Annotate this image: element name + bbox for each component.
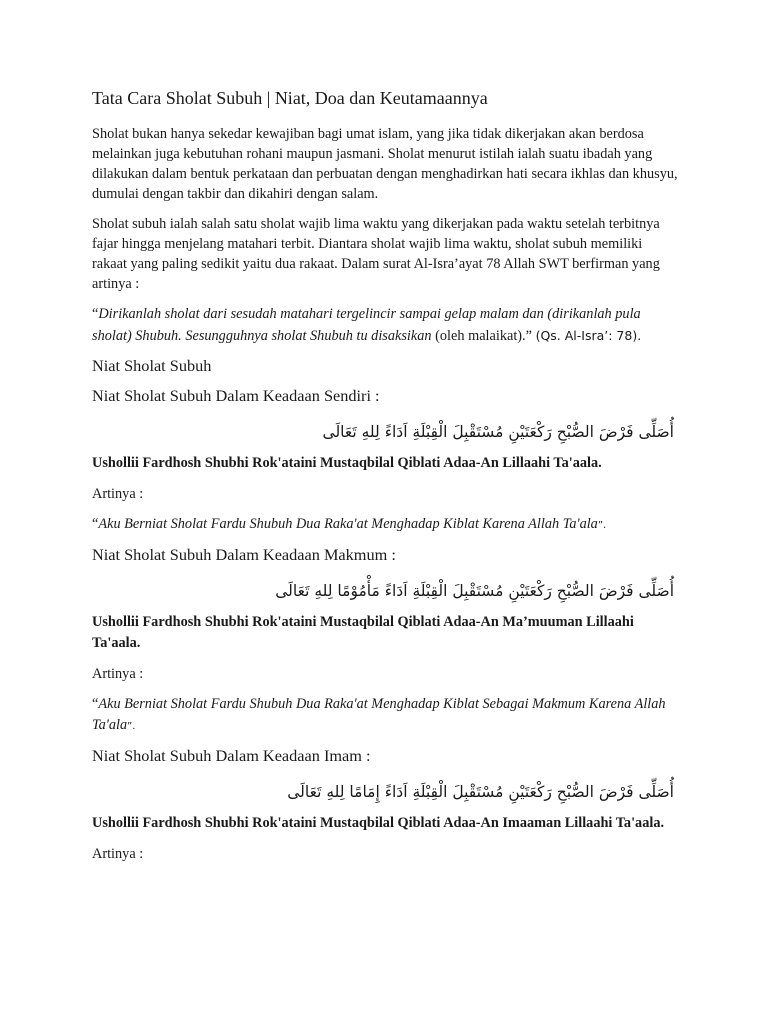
latin-niat-imam: Ushollii Fardhosh Shubhi Rok'ataini Mustaqbilal Qiblati Adaa-An Imaaman Lillaahi Ta'aala. [92, 815, 665, 831]
latin-niat-sendiri: Ushollii Fardhosh Shubhi Rok'ataini Mustaqbilal Qiblati Adaa-An Lillaahi Ta'aala. [92, 455, 602, 471]
heading-imam: Niat Sholat Subuh Dalam Keadaan Imam : [92, 746, 371, 765]
arabic-niat-sendiri: أُصَلِّى فَرْضَ الصُّبْحِ رَكْعَتَيْنِ مُسْتَقْبِلَ الْقِبْلَةِ اَدَاءً لِلهِ تَعَالَى [322, 423, 674, 441]
meaning-open-mark: “ [92, 696, 99, 712]
meaning-makmum [92, 694, 678, 737]
arabic-niat-imam: أُصَلِّى فَرْضَ الصُّبْحِ رَكْعَتَيْنِ مُسْتَقْبِلَ الْقِبْلَةِ اَدَاءً إِمَامًا لِلهِ تَعَالَى [287, 783, 674, 801]
quote-text: Dirikanlah sholat dari sesudah matahari tergelincir sampai gelap malam dan (dirikanlah pula sholat) Shubuh. Sesungguhnya sholat Shubuh tu disaksikan [92, 306, 641, 344]
meaning-close-mark: ”. [127, 721, 136, 732]
quran-quote [92, 304, 678, 347]
document-page [92, 86, 678, 874]
meaning-open-mark: “ [92, 516, 99, 532]
heading-makmum: Niat Sholat Subuh Dalam Keadaan Makmum : [92, 545, 396, 564]
meaning-text: Aku Berniat Sholat Fardu Shubuh Dua Raka'at Menghadap Kiblat Karena Allah Ta'ala [98, 516, 598, 532]
artinya-label-imam: Artinya : [92, 846, 144, 862]
artinya-label-makmum: Artinya : [92, 666, 144, 682]
quote-close-mark: ).” [517, 328, 536, 344]
meaning-text: Aku Berniat Sholat Fardu Shubuh Dua Raka'at Menghadap Kiblat Sebagai Makmum Karena Allah Ta'ala [92, 696, 666, 733]
heading-sendiri: Niat Sholat Subuh Dalam Keadaan Sendiri : [92, 386, 380, 405]
quote-reference: (Qs. Al-Isra’: 78). [535, 328, 642, 343]
latin-niat-makmum: Ushollii Fardhosh Shubhi Rok'ataini Mustaqbilal Qiblati Adaa-An Ma’muuman Lillaahi Ta'aala. [92, 614, 634, 651]
heading-niat: Niat Sholat Subuh [92, 356, 212, 375]
arabic-niat-makmum: أُصَلِّى فَرْضَ الصُّبْحِ رَكْعَتَيْنِ مُسْتَقْبِلَ الْقِبْلَةِ اَدَاءً مَأْمُوْمًا لِلهِ تَعَالَى [275, 582, 674, 600]
quote-text-upright: (oleh malaikat [431, 328, 518, 344]
meaning-sendiri [92, 514, 678, 536]
quote-open-mark: “ [92, 306, 99, 322]
paragraph-intro: Sholat bukan hanya sekedar kewajiban bagi umat islam, yang jika tidak dikerjakan akan berdosa melainkan juga kebutuhan rohani maupun jasmani. Sholat menurut istilah ialah suatu ibadah yang dilakukan dalam bentuk perkataan dan perbuatan dengan menghadirkan hati secara ikhlas dan khusyu, dumulai dengan takbir dan dikahiri dengan salam. [92, 126, 678, 202]
meaning-close-mark: ”. [597, 520, 607, 531]
page-title: Tata Cara Sholat Subuh | Niat, Doa dan Keutamaannya [92, 88, 488, 108]
paragraph-subuh: Sholat subuh ialah salah satu sholat wajib lima waktu yang dikerjakan pada waktu setelah terbitnya fajar hingga menjelang matahari terbit. Diantara sholat wajib lima waktu, sholat subuh memiliki rakaat yang paling sedikit yaitu dua rakaat. Dalam surat Al-Isra’ayat 78 Allah SWT berfirman yang artinya : [92, 216, 660, 292]
artinya-label-sendiri: Artinya : [92, 486, 144, 502]
